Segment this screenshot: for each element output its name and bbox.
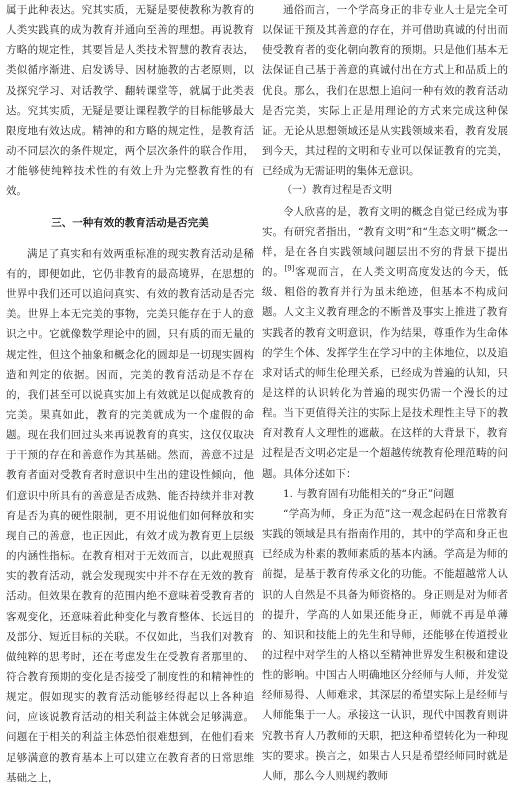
right-column [262,0,508,782]
right-paragraph-civilization [262,202,508,484]
left-paragraph-continued: 属于此种表达。究其实质，无疑是要使教称为教育的人类实践真的成为教育并通向至善的理想。再说教育方略的规定性，其要旨是人类技术智慧的教育表达，类似循序渐进、启发诱导、因材施教的古老原则，以及探究学习、对话教学、翻转课堂等，就属于此类表达。究其实质，无疑是要让课程教学的目标能够最大限度地有效达成。精神的和方略的规定性，是教育活动不同层次的条件规定，两个层次条件的联合作用，才能够使纯粹技术性的有效上升为完整教育性的有效。 [6,4,254,198]
citation-marker: [9] [284,264,295,273]
subsection-heading: （一）教育过程是否文明 [282,185,392,197]
right-paragraph-teacher: “学高为师，身正为范”这一观念起码在日常教育实践的领域是具有指南作用的，其中的学高和身正也已经成为朴素的教师素质的基本内涵。学高是为师的前提，是基于教育传承文化的功能。不能超越常人认识的人自然是不具备为师资格的。身正则是对为师者的提升，学高的人如果还能身正，师就不再是单薄的、知识和技能上的先生和导师，还能够在传道授业的过程中对学生的人格以至精神世界发生积极和建设性的影响。中国古人明确地区分经师与人师，并发觉经师易得、人师难求，其深层的希望实际上是经师与人师能集于一人。承接这一认识，现代中国教育则讲究教书育人乃教师的天职，把这种希望转化为一种现实的要求。换言之，如果古人只是希望经师同时就是人师，那么今人则规约教师 [262,507,508,782]
numbered-subheading: 1. 与教育固有功能相关的“身正”问题 [283,487,455,500]
left-paragraph-completeness: 满足了真实和有效两重标准的现实教育活动是稀有的，即便如此，它仍非教育的最高境界，在思想的世界中我们还可以追问真实、有效的教育活动是否完美。世界上本无完美的事物，完美只能存在于人的意识之中。它就像数学理论中的圆，只有质的而无量的规定性，但这个抽象和概念化的圆却是一切现实圆构造和判定的依据。因而，完美的教育活动是不存在的，我们甚至可以说真实加上有效就足以促成教育的完美。果真如此，教育的完美就成为一个虚假的命题。现在我们回过头来再说教育的真实，这仅仅取决于干预的存在和善意作为其基础。然而，善意不过是教育者面对受教育者时意识中生出的建设性倾向，他们意识中所具有的善意是否成熟、能否持续并非对教育是否为真的硬性限制，更不用说他们如何释放和实现自己的善意，也正因此，有效才成为教育更上层级的内涵性指标。在教育相对于无效而言，以此观照真实的教育活动，就会发现现实中并不存在无效的教育活动。但效果在教育的范围内绝不意味着受教育者的客观变化，还意味着此种变化与教育整体、长远目的及部分、短近目标的关联。不仅如此，当我们对教育做纯粹的思考时，还在考虑发生在受教育者那里的、符合教育预期的变化是否接受了制度性的和精神性的规定。假如现实的教育活动能够经得起以上各种追问，应该说教育活动的相关利益主体就会足够满意。问题在于相关的利益主体恐怕很难想到，在他们看来足够满意的教育基本上可以建立在教育者的日常思维基础之上， [6,247,254,784]
paragraph-text-before-citation: 令人欣喜的是，教育文明的概念自觉已经成为事实。有研究者指出，“教育文明”和“生态文明”概念一样，是在各自实践领域问题层出不穷的背景下提出的。 [262,205,508,279]
right-paragraph-opening: 通俗而言，一个学高身正的非专业人士是完全可以保证干预及其善意的存在，并可借助真诚的付出而使受教育者的变化朝向教育的预期。只是他们基本无法保证自己基于善意的真诚付出在方式上和品质上的优良。那么，我们在思想上追问一种有效的教育活动是否完美，实际上正是用理论的方式来完成这种保证。无论从思想领域还是从实践领域来看，教育发展到今天，其过程的文明和专业可以保证教育的完美，已经成为无需证明的集体无意识。 [262,4,508,178]
paragraph-text-after-citation: 客观而言，在人类文明高度发达的今天，低级、粗俗的教育并行为虽未绝迹，但基本不构成问题。人文主义教育理念的不断普及事实上推进了教育实践者的教育文明意识，作为结果，尊重作为生命体的学生个体、发挥学生在学习中的主体地位，以及追求对话式的师生伦理关系，已经成为普遍的认知，只是这样的认识转化为普遍的现实仍需一个漫长的过程。当下更值得关注的实际上是技术理性主导下的教育对教育人文理性的遮蔽。在这样的大背景下，教育过程是否文明必定是一个超越传统教育伦理范畴的问题。具体分述如下： [262,266,508,480]
left-column [6,0,254,784]
section-heading: 三、一种有效的教育活动是否完美 [51,216,209,229]
